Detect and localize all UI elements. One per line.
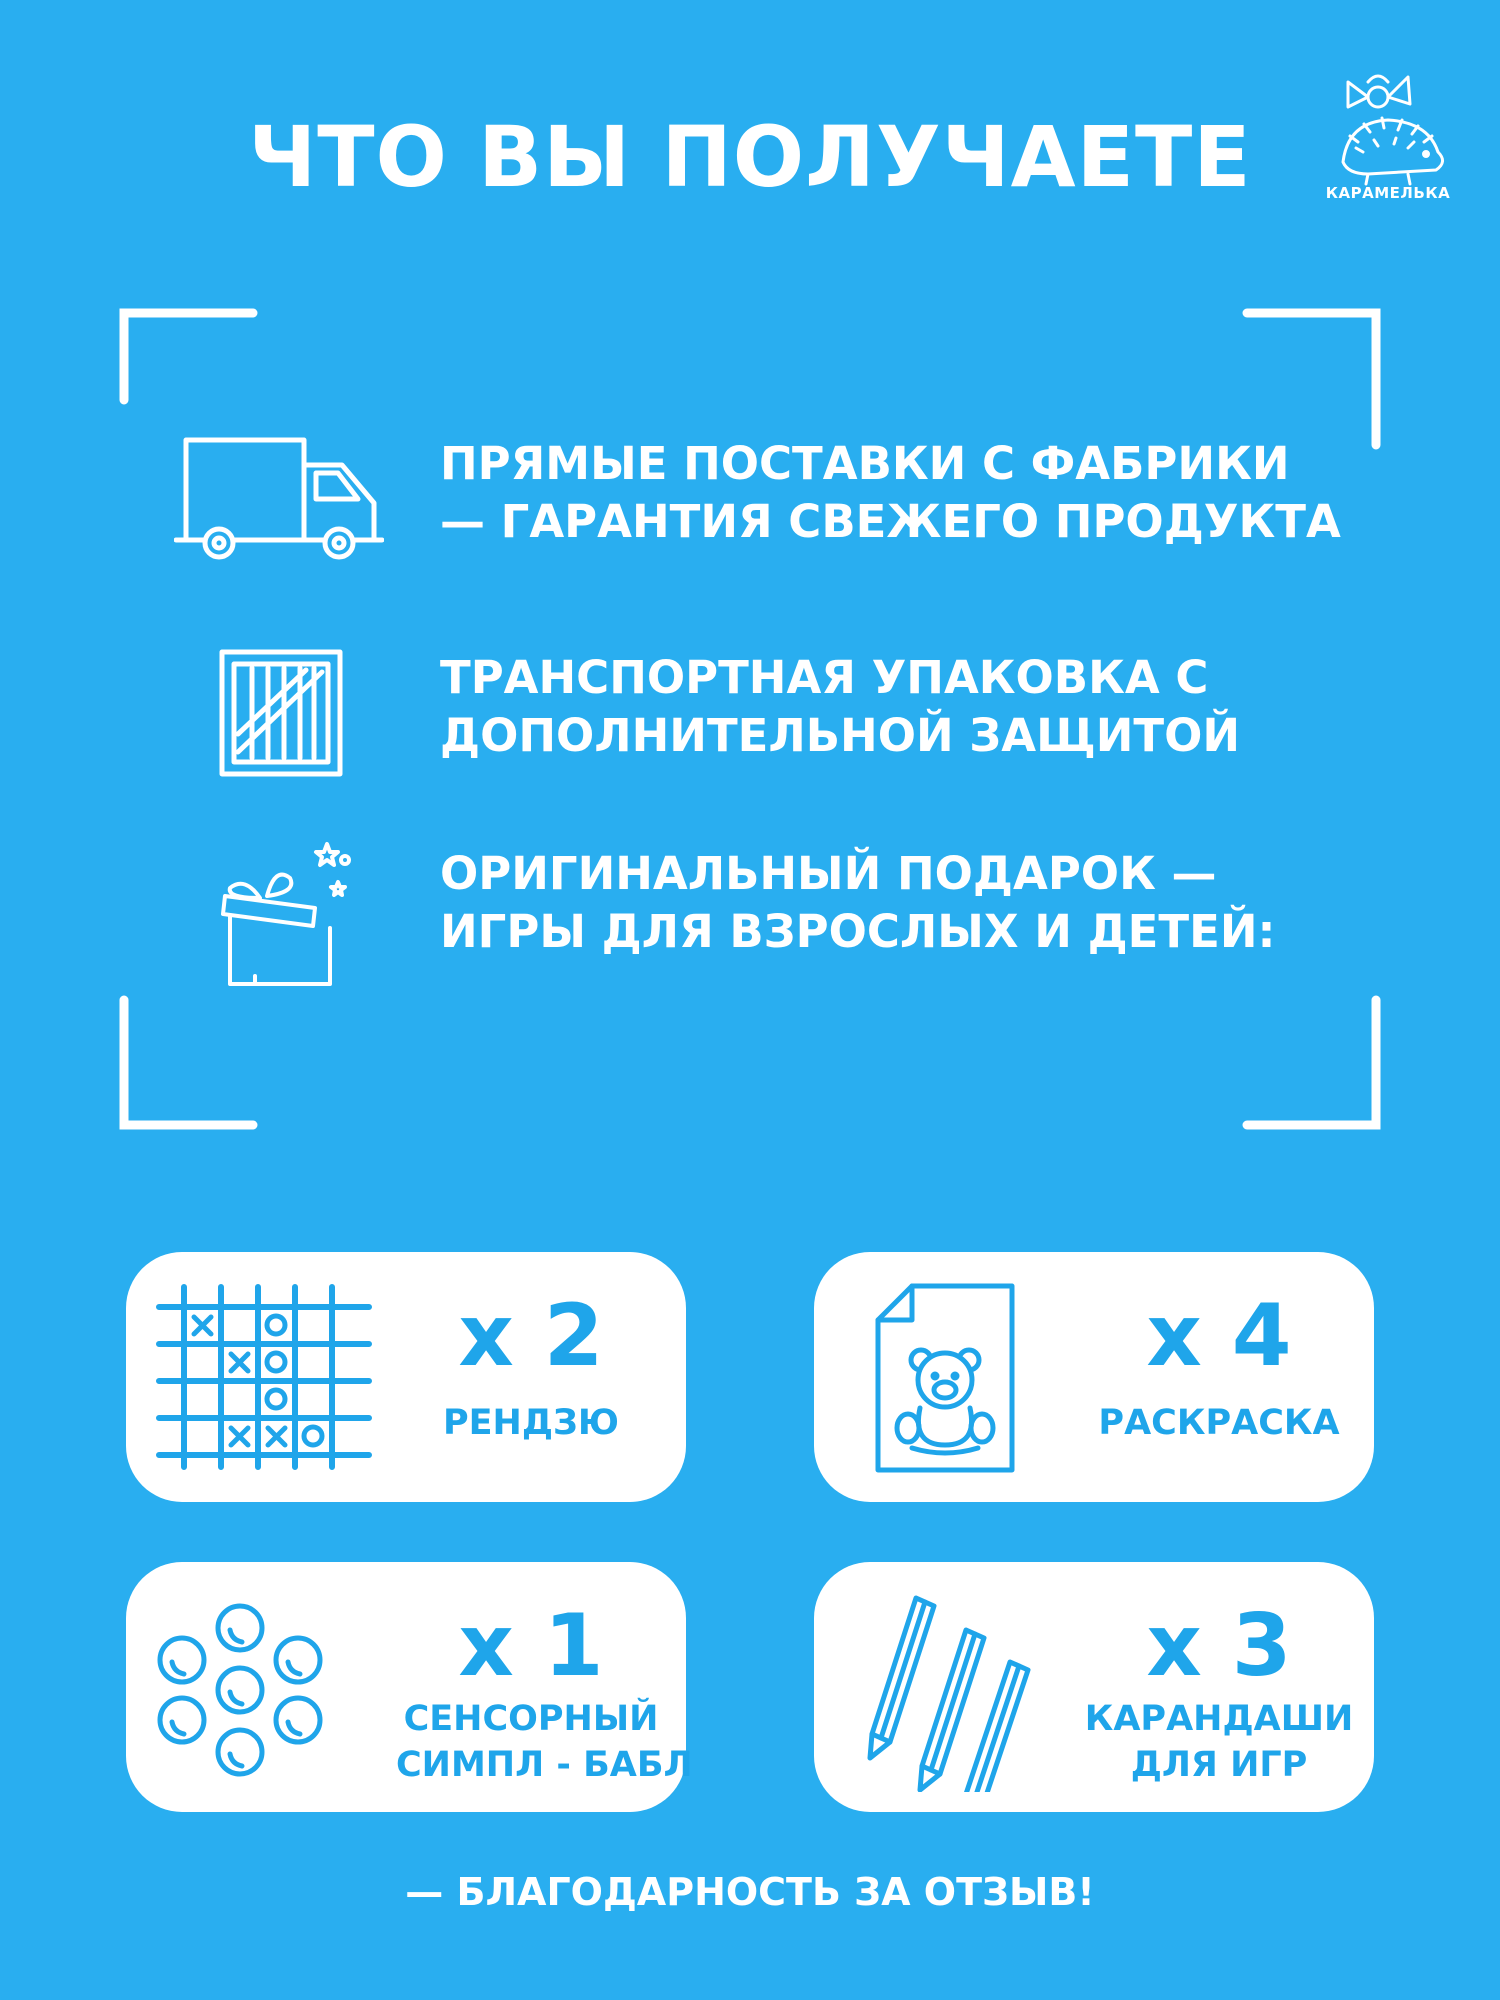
tic-tac-toe-grid-icon — [154, 1282, 374, 1472]
bubbles-icon — [154, 1594, 374, 1784]
bubble — [218, 1668, 262, 1712]
crate-icon — [218, 648, 344, 778]
card-label: РАСКРАСКА — [1098, 1403, 1340, 1443]
card-quantity: х 4 — [1146, 1286, 1292, 1386]
card-quantity: х 1 — [458, 1596, 604, 1696]
pencils-icon — [840, 1592, 1060, 1792]
card-coloring — [814, 1252, 1374, 1502]
card-renju — [126, 1252, 686, 1502]
coloring-page-bear-icon — [872, 1280, 1018, 1476]
card-label: СЕНСОРНЫЙ СИМПЛ - БАБЛ — [396, 1699, 693, 1785]
gift-box-icon — [205, 836, 355, 991]
card-label: РЕНДЗЮ — [443, 1403, 619, 1443]
truck-icon — [174, 435, 384, 565]
bubble — [276, 1698, 320, 1742]
bubble — [218, 1606, 262, 1650]
pencil — [870, 1598, 934, 1758]
brand-name: КАРАМЕЛЬКА — [1325, 184, 1451, 202]
card-quantity: х 2 — [458, 1286, 604, 1386]
feature-item-factory — [0, 435, 1500, 575]
footer-note: — БЛАГОДАРНОСТЬ ЗА ОТЗЫВ! — [405, 1870, 1095, 1914]
frame-corner-bottom-right — [1247, 1000, 1376, 1125]
bubble — [160, 1638, 204, 1682]
card-label: КАРАНДАШИ ДЛЯ ИГР — [1084, 1699, 1354, 1785]
card-pencils — [814, 1562, 1374, 1812]
frame-corner-top-right — [1247, 313, 1376, 445]
frame-corner-top-left — [124, 313, 253, 400]
bubble — [218, 1730, 262, 1774]
feature-text: ОРИГИНАЛЬНЫЙ ПОДАРОК — ИГРЫ ДЛЯ ВЗРОСЛЫХ И ДЕТЕЙ: — [440, 847, 1276, 958]
frame-corner-bottom-left — [124, 1000, 253, 1125]
bubble — [276, 1638, 320, 1682]
card-quantity: х 3 — [1146, 1596, 1292, 1696]
page-title: ЧТО ВЫ ПОЛУЧАЕТЕ — [248, 108, 1252, 206]
feature-item-gift — [0, 840, 1500, 980]
feature-text: ПРЯМЫЕ ПОСТАВКИ С ФАБРИКИ — ГАРАНТИЯ СВЕЖЕГО ПРОДУКТА — [440, 437, 1341, 548]
feature-item-packaging — [0, 645, 1500, 785]
pencil — [964, 1662, 1028, 1792]
card-simple-dimple — [126, 1562, 693, 1812]
bubble — [160, 1698, 204, 1742]
feature-text: ТРАНСПОРТНАЯ УПАКОВКА С ДОПОЛНИТЕЛЬНОЙ ЗАЩИТОЙ — [440, 651, 1241, 762]
